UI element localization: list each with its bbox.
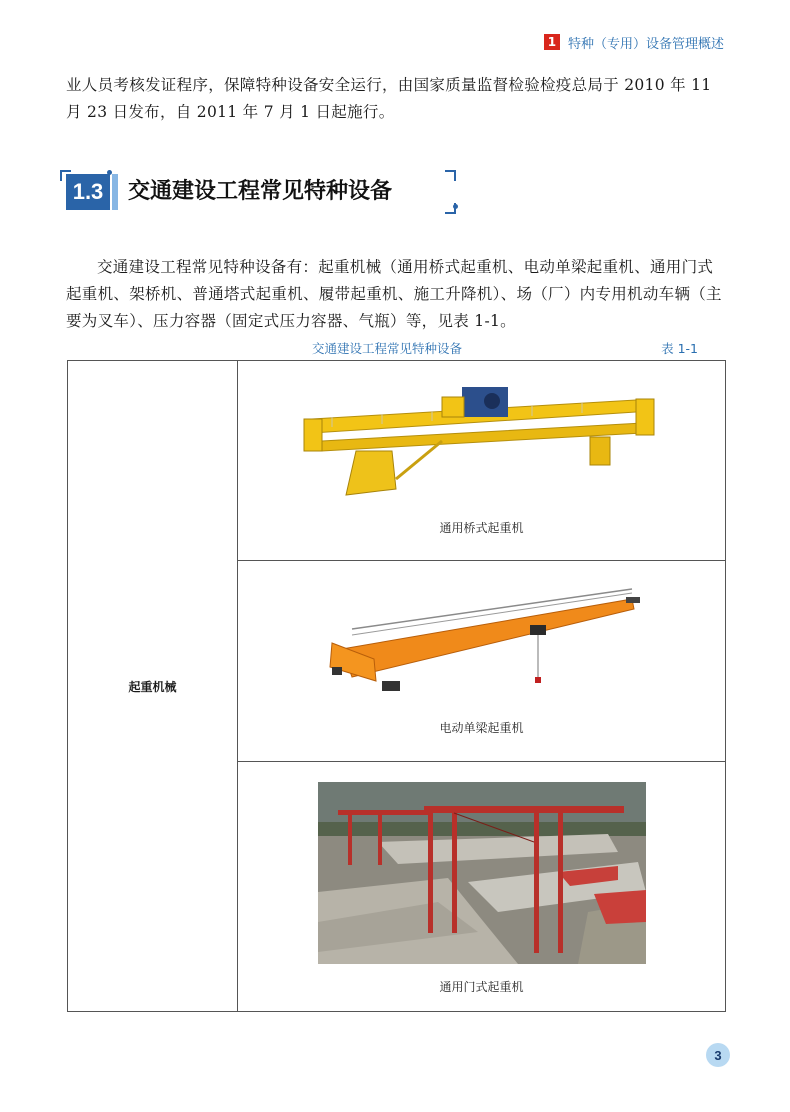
equipment-cell <box>238 561 726 761</box>
category-cell: 起重机械 <box>68 361 238 1012</box>
equipment-cell <box>238 361 726 561</box>
single-girder-crane-image <box>238 581 725 721</box>
section-number: 1.3 <box>66 174 110 210</box>
table-row <box>68 361 726 561</box>
table-caption <box>66 339 726 357</box>
running-header <box>544 32 724 52</box>
equipment-caption: 通用桥式起重机 <box>439 521 524 535</box>
corner-bracket-icon <box>445 170 456 181</box>
body-paragraph: 交通建设工程常见特种设备有：起重机械（通用桥式起重机、电动单梁起重机、通用门式起重机、架桥机、普通塔式起重机、履带起重机、施工升降机）、场（厂）内专用机动车辆（主要为叉车）、压力容器（固定式压力容器、气瓶）等，见表 1-1。 <box>66 258 722 330</box>
gantry-crane-image <box>238 782 725 964</box>
equipment-caption: 通用门式起重机 <box>439 979 524 994</box>
table-number: 表 1-1 <box>661 341 698 356</box>
equipment-caption: 电动单梁起重机 <box>439 721 524 736</box>
section-heading <box>66 170 456 214</box>
table-title: 交通建设工程常见特种设备 <box>312 341 463 356</box>
equipment-table <box>67 360 726 1012</box>
decor-dot-icon <box>453 204 458 209</box>
chapter-title: 特种（专用）设备管理概述 <box>567 36 724 52</box>
section-title: 交通建设工程常见特种设备 <box>128 179 393 204</box>
equipment-cell <box>238 761 726 1011</box>
page-number: 3 <box>706 1043 730 1067</box>
intro-paragraph: 业人员考核发证程序，保障特种设备安全运行，由国家质量监督检验检疫总局于 2010 年 11 月 23 日发布，自 2011 年 7 月 1 日起施行。 <box>66 76 712 121</box>
chapter-number-badge: 1 <box>544 34 560 50</box>
bridge-crane-image <box>238 379 725 519</box>
